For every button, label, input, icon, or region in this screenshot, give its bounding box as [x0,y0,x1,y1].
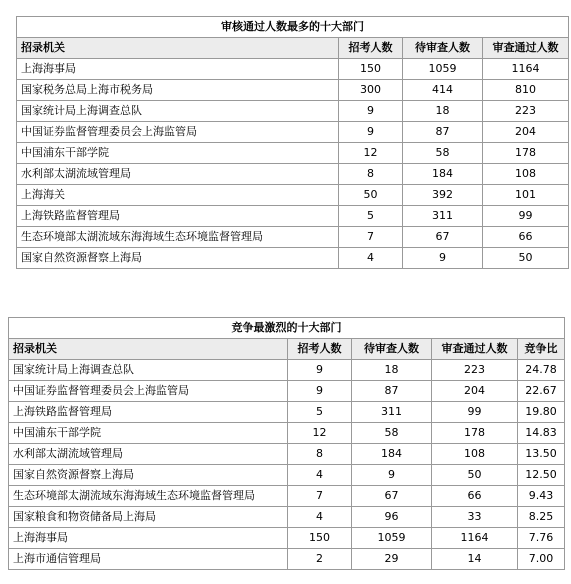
table-header-row [17,38,569,59]
top-approved-table [16,16,569,269]
cell-ratio: 24.78 [518,360,565,381]
cell-agency: 水利部太湖流域管理局 [17,164,339,185]
table-row [17,143,569,164]
cell-pending: 18 [352,360,432,381]
cell-pending: 96 [352,507,432,528]
cell-pending: 184 [352,444,432,465]
cell-pending: 29 [352,549,432,570]
cell-ratio: 22.67 [518,381,565,402]
cell-approved: 66 [483,227,569,248]
cell-pending: 67 [403,227,483,248]
cell-agency: 上海海事局 [17,59,339,80]
cell-approved: 178 [432,423,518,444]
cell-agency: 国家统计局上海调查总队 [9,360,288,381]
table-row [17,59,569,80]
cell-ratio: 12.50 [518,465,565,486]
table-row [9,507,565,528]
table-row [17,101,569,122]
cell-approved: 223 [483,101,569,122]
table-row [17,164,569,185]
cell-pending: 311 [352,402,432,423]
cell-recruits: 9 [288,360,352,381]
cell-pending: 58 [403,143,483,164]
cell-ratio: 7.00 [518,549,565,570]
cell-approved: 810 [483,80,569,101]
cell-pending: 18 [403,101,483,122]
cell-agency: 中国浦东干部学院 [9,423,288,444]
cell-pending: 1059 [352,528,432,549]
col-header-ratio: 竞争比 [518,339,565,360]
cell-recruits: 9 [288,381,352,402]
cell-agency: 中国证券监督管理委员会上海监管局 [9,381,288,402]
cell-approved: 50 [432,465,518,486]
cell-recruits: 7 [288,486,352,507]
cell-pending: 414 [403,80,483,101]
cell-approved: 99 [432,402,518,423]
cell-agency: 上海铁路监督管理局 [9,402,288,423]
col-header-agency: 招录机关 [17,38,339,59]
cell-agency: 上海市通信管理局 [9,549,288,570]
cell-approved: 223 [432,360,518,381]
table-row [17,122,569,143]
table-body [17,59,569,269]
cell-approved: 101 [483,185,569,206]
cell-pending: 184 [403,164,483,185]
cell-recruits: 50 [339,185,403,206]
cell-agency: 中国浦东干部学院 [17,143,339,164]
cell-pending: 67 [352,486,432,507]
cell-ratio: 14.83 [518,423,565,444]
cell-approved: 1164 [432,528,518,549]
cell-recruits: 4 [288,465,352,486]
cell-agency: 国家自然资源督察上海局 [9,465,288,486]
table-row [9,381,565,402]
cell-pending: 392 [403,185,483,206]
cell-pending: 87 [352,381,432,402]
cell-agency: 生态环境部太湖流域东海海域生态环境监督管理局 [9,486,288,507]
table-row [9,360,565,381]
col-header-pending: 待审查人数 [403,38,483,59]
most-competitive-table [8,317,565,570]
cell-recruits: 12 [339,143,403,164]
table-row [9,444,565,465]
cell-agency: 上海铁路监督管理局 [17,206,339,227]
cell-recruits: 300 [339,80,403,101]
table-row [9,465,565,486]
cell-recruits: 7 [339,227,403,248]
cell-approved: 204 [483,122,569,143]
table-body [9,360,565,570]
table-row [9,402,565,423]
col-header-pending: 待审查人数 [352,339,432,360]
cell-pending: 311 [403,206,483,227]
table-row [9,486,565,507]
table-title: 竞争最激烈的十大部门 [9,318,565,339]
cell-agency: 国家粮食和物资储备局上海局 [9,507,288,528]
table-row [17,227,569,248]
table-title-row [9,318,565,339]
col-header-recruits: 招考人数 [288,339,352,360]
col-header-agency: 招录机关 [9,339,288,360]
cell-pending: 9 [352,465,432,486]
cell-recruits: 2 [288,549,352,570]
cell-agency: 国家统计局上海调查总队 [17,101,339,122]
cell-agency: 上海海事局 [9,528,288,549]
col-header-approved: 审查通过人数 [432,339,518,360]
cell-agency: 生态环境部太湖流域东海海域生态环境监督管理局 [17,227,339,248]
cell-recruits: 5 [288,402,352,423]
cell-approved: 99 [483,206,569,227]
cell-agency: 国家税务总局上海市税务局 [17,80,339,101]
col-header-recruits: 招考人数 [339,38,403,59]
cell-approved: 178 [483,143,569,164]
cell-pending: 87 [403,122,483,143]
table-row [17,206,569,227]
col-header-approved: 审查通过人数 [483,38,569,59]
cell-approved: 108 [483,164,569,185]
cell-recruits: 4 [288,507,352,528]
cell-agency: 上海海关 [17,185,339,206]
cell-approved: 33 [432,507,518,528]
cell-approved: 204 [432,381,518,402]
table-row [17,248,569,269]
cell-ratio: 7.76 [518,528,565,549]
cell-recruits: 5 [339,206,403,227]
cell-approved: 14 [432,549,518,570]
cell-recruits: 150 [339,59,403,80]
cell-agency: 水利部太湖流域管理局 [9,444,288,465]
cell-ratio: 8.25 [518,507,565,528]
table-row [17,185,569,206]
cell-recruits: 9 [339,122,403,143]
cell-approved: 50 [483,248,569,269]
cell-approved: 108 [432,444,518,465]
table-row [9,423,565,444]
cell-ratio: 9.43 [518,486,565,507]
cell-recruits: 8 [339,164,403,185]
cell-ratio: 13.50 [518,444,565,465]
cell-recruits: 12 [288,423,352,444]
table-row [17,80,569,101]
table-row [9,549,565,570]
table-title-row [17,17,569,38]
cell-recruits: 8 [288,444,352,465]
cell-recruits: 150 [288,528,352,549]
cell-approved: 1164 [483,59,569,80]
cell-pending: 58 [352,423,432,444]
cell-agency: 中国证券监督管理委员会上海监管局 [17,122,339,143]
table-title: 审核通过人数最多的十大部门 [17,17,569,38]
cell-pending: 9 [403,248,483,269]
table-header-row [9,339,565,360]
cell-pending: 1059 [403,59,483,80]
cell-ratio: 19.80 [518,402,565,423]
cell-approved: 66 [432,486,518,507]
table-row [9,528,565,549]
cell-recruits: 9 [339,101,403,122]
cell-recruits: 4 [339,248,403,269]
cell-agency: 国家自然资源督察上海局 [17,248,339,269]
